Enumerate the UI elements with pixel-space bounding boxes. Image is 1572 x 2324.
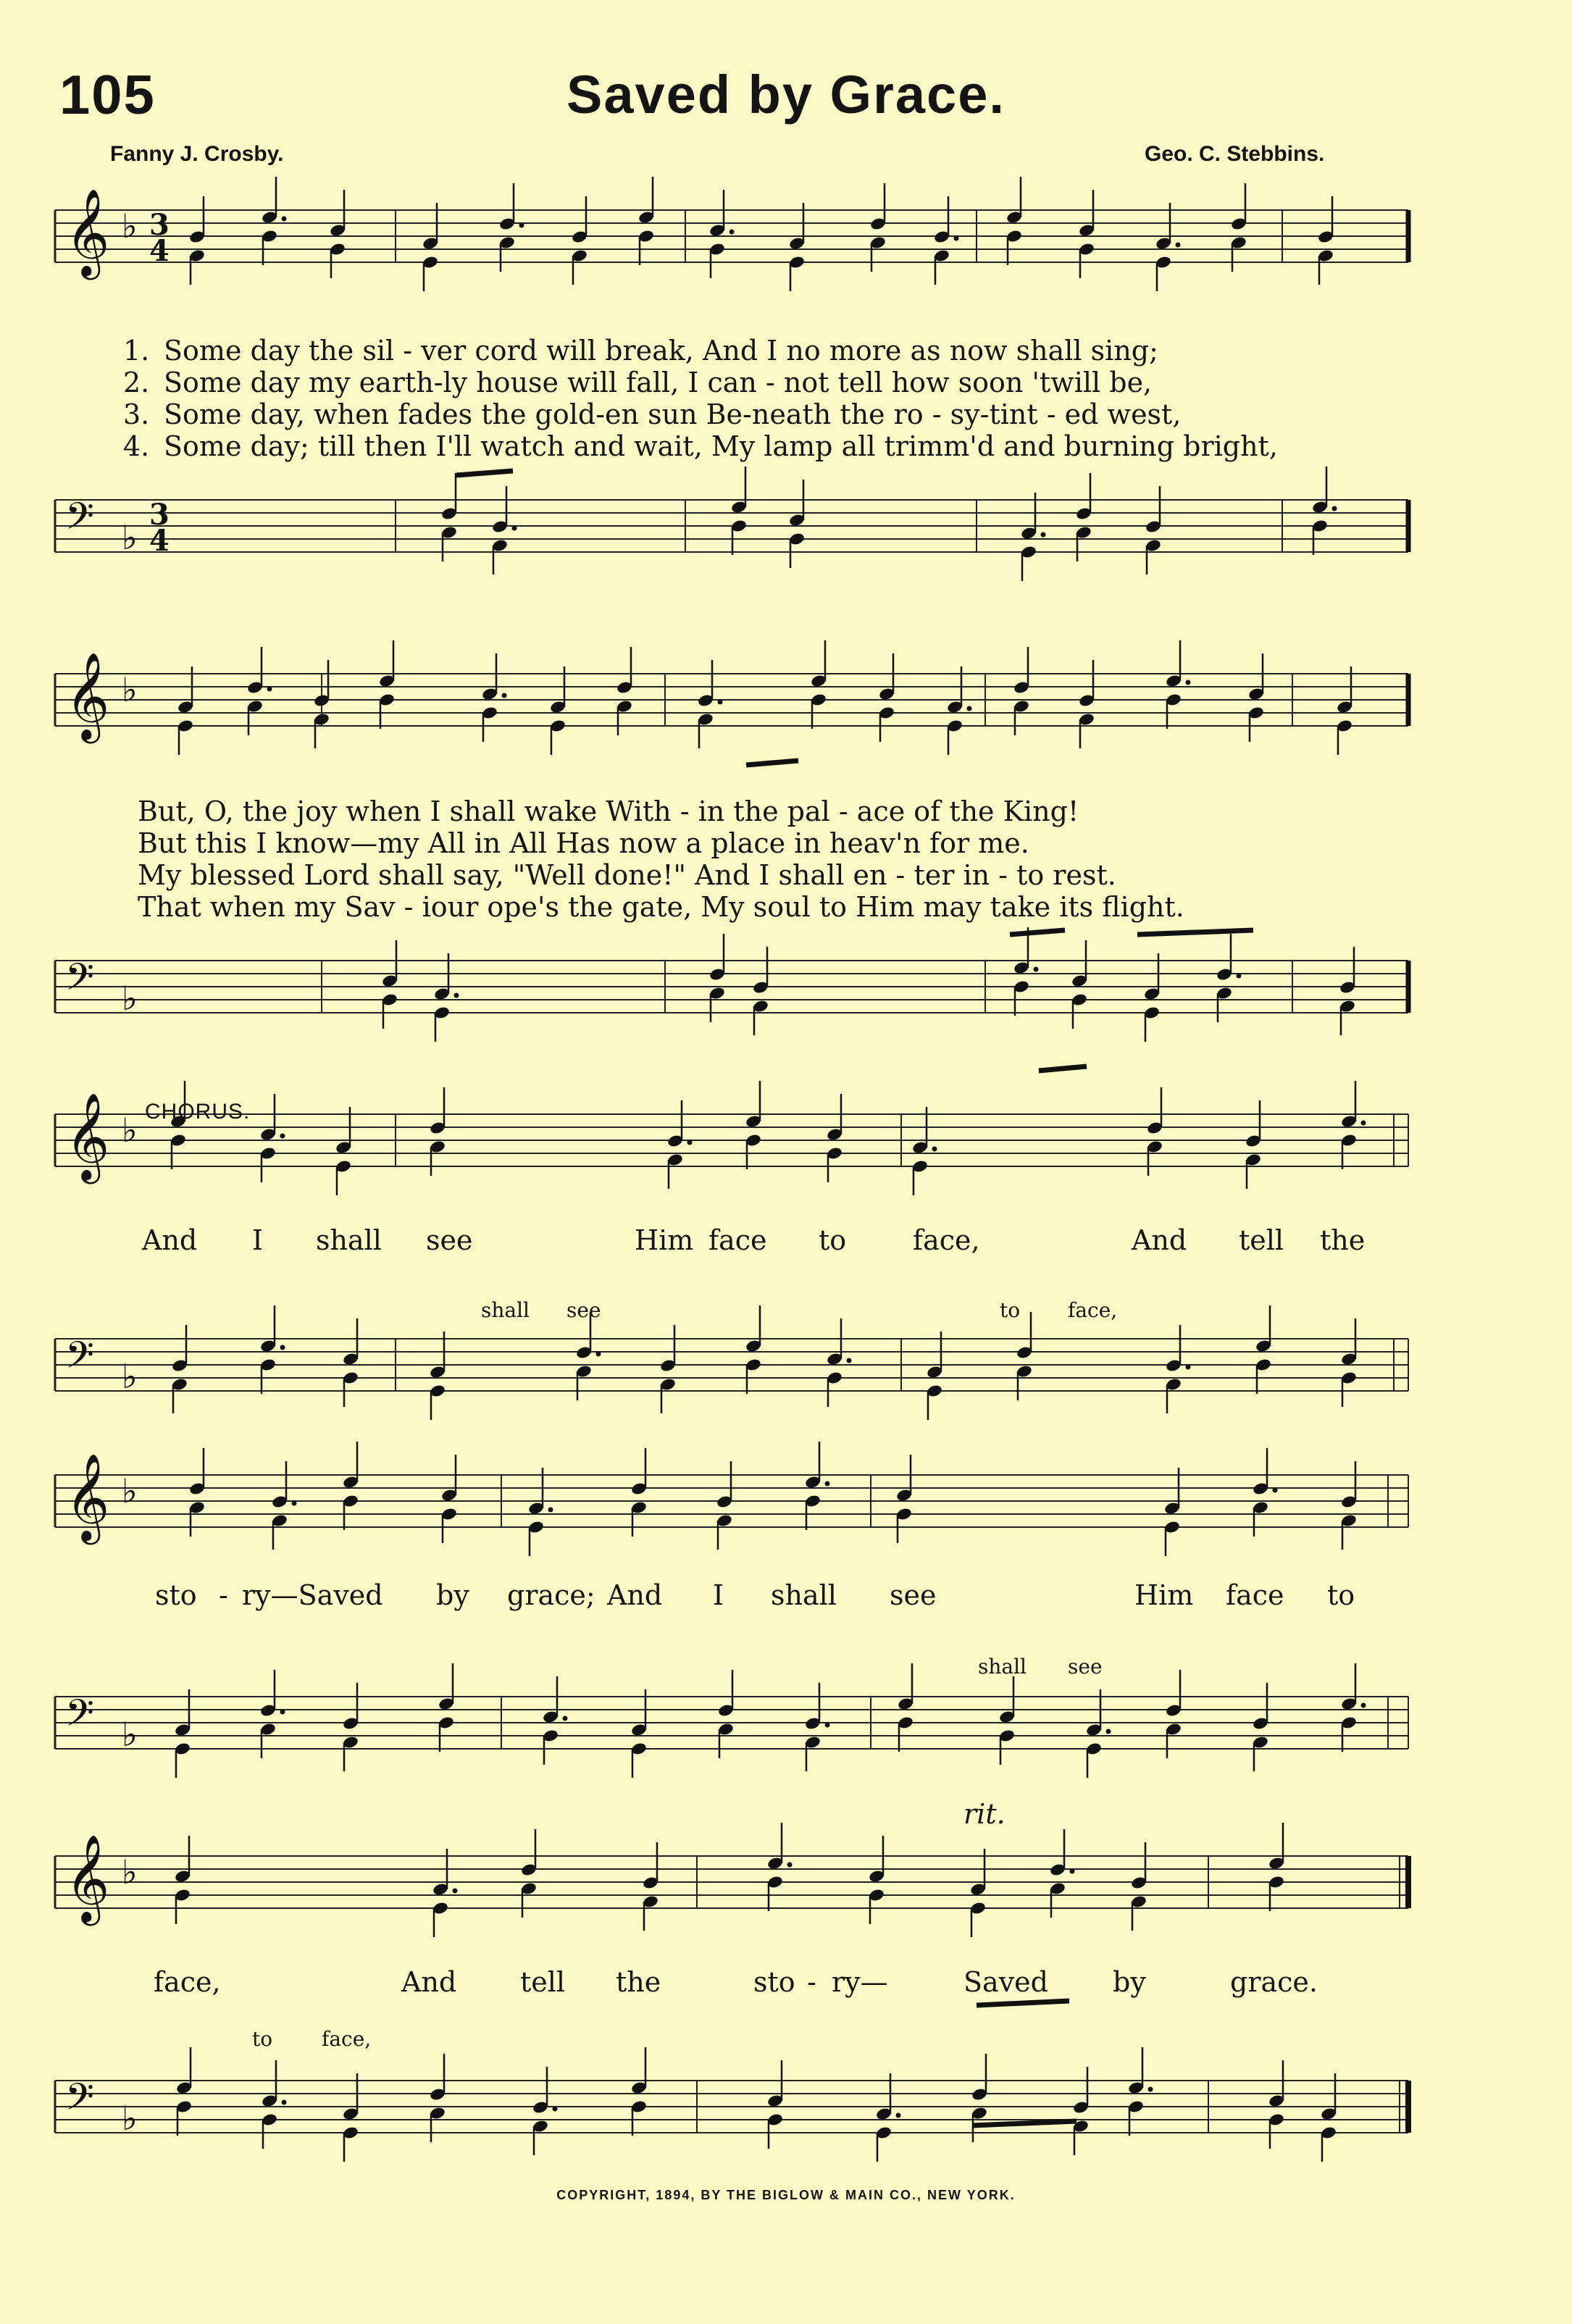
time-signature-lower: 4 xyxy=(149,524,170,558)
verse-1-line-2: But, O, the joy when I shall wake With - in the pal - ace of the King! xyxy=(138,795,1079,827)
treble-clef-icon: 𝄞 xyxy=(65,651,110,740)
flat-icon: ♭ xyxy=(122,1111,138,1150)
chorus-word: Saved xyxy=(963,1966,1048,1998)
flat-icon: ♭ xyxy=(122,1471,138,1510)
dot xyxy=(1041,532,1046,538)
dot xyxy=(280,1345,285,1350)
chorus-word: - xyxy=(807,1966,816,1998)
verse-text: Some day, when fades the gold-en sun Be-neath the ro - sy-tint - ed west, xyxy=(164,398,1182,430)
dot xyxy=(825,1481,830,1487)
beam xyxy=(1010,930,1065,935)
chorus-word: ry—Saved xyxy=(242,1579,383,1611)
dot xyxy=(718,700,723,705)
bass-cue: see xyxy=(1068,1655,1103,1679)
dot xyxy=(967,706,972,711)
time-signature-lower: 4 xyxy=(149,234,170,268)
flat-icon: ♭ xyxy=(122,670,138,709)
dot xyxy=(292,1501,297,1506)
flat-icon: ♭ xyxy=(122,2099,138,2138)
chorus-word: And xyxy=(607,1579,663,1611)
dot xyxy=(512,526,517,531)
chorus-word: the xyxy=(1320,1224,1366,1256)
chorus-word: tell xyxy=(520,1966,566,1998)
dot xyxy=(548,1508,553,1513)
chorus-word: see xyxy=(890,1579,937,1611)
dot xyxy=(825,1723,830,1728)
verse-number: 3. xyxy=(123,398,150,430)
dot xyxy=(563,1716,568,1721)
chorus-word: see xyxy=(426,1224,473,1256)
dot xyxy=(1070,1869,1075,1874)
dot xyxy=(687,1140,693,1145)
dot xyxy=(729,230,735,235)
chorus-word: I xyxy=(252,1224,264,1256)
bass-clef-icon: 𝄢 xyxy=(65,2075,94,2128)
dot xyxy=(954,236,959,241)
ritardando-mark: rit. xyxy=(963,1798,1006,1830)
chorus-word: Him xyxy=(1134,1579,1194,1611)
verse-4-line-2: That when my Sav - iour ope's the gate, My soul to Him may take its flight. xyxy=(138,891,1184,923)
dot xyxy=(280,1710,285,1715)
dot xyxy=(553,2107,558,2112)
dot xyxy=(1186,680,1191,685)
beam xyxy=(1137,930,1253,935)
dot xyxy=(1237,974,1242,979)
verse-text: Some day the sil - ver cord will break, And I no more as now shall sing; xyxy=(164,335,1158,367)
chorus-word: by xyxy=(1113,1966,1146,1998)
dot xyxy=(1361,1703,1366,1708)
flat-icon: ♭ xyxy=(122,979,138,1018)
dot xyxy=(896,2113,901,2118)
dot xyxy=(1148,2087,1153,2092)
bass-cue: to xyxy=(252,2027,273,2051)
dot xyxy=(453,1889,458,1894)
dot xyxy=(502,693,507,698)
verse-1-line-1 xyxy=(123,335,1384,367)
dot xyxy=(1332,506,1337,511)
chorus-label: CHORUS. xyxy=(145,1100,251,1124)
verse-3-line-2: My blessed Lord shall say, "Well done!" And I shall en - ter in - to rest. xyxy=(138,859,1116,891)
bass-cue: face, xyxy=(322,2027,372,2051)
copyright-notice: COPYRIGHT, 1894, BY THE BIGLOW & MAIN CO., NEW YORK. xyxy=(556,2188,1016,2202)
dot xyxy=(787,1863,793,1868)
treble-clef-icon: 𝄞 xyxy=(65,1452,110,1541)
dot xyxy=(1361,1121,1366,1126)
dot xyxy=(1034,967,1039,972)
verse-text: Some day my earth-ly house will fall, I can - not tell how soon 'twill be, xyxy=(164,367,1153,398)
hymn-number: 105 xyxy=(59,64,156,126)
chorus-word: face, xyxy=(913,1224,980,1256)
bass-clef-icon: 𝄢 xyxy=(65,1333,94,1386)
verse-3-line-1 xyxy=(123,398,1384,430)
dot xyxy=(596,1352,601,1357)
chorus-word: And xyxy=(1132,1224,1187,1256)
time-signature-upper: 3 xyxy=(149,208,170,242)
beam xyxy=(977,2001,1069,2005)
beam xyxy=(972,2121,1076,2126)
flat-icon: ♭ xyxy=(122,1852,138,1892)
dot xyxy=(519,223,524,228)
verse-2-line-2: But this I know—my All in All Has now a place in heav'n for me. xyxy=(138,827,1029,859)
chorus-word: And xyxy=(142,1224,198,1256)
treble-clef-icon: 𝄞 xyxy=(65,1092,110,1180)
flat-icon: ♭ xyxy=(122,518,138,557)
dot xyxy=(454,993,459,998)
chorus-word: ry— xyxy=(832,1966,888,1998)
dot xyxy=(282,2100,287,2105)
chorus-word: And xyxy=(401,1966,457,1998)
time-signature-upper: 3 xyxy=(149,498,170,532)
dot xyxy=(267,687,272,692)
flat-icon: ♭ xyxy=(122,1357,138,1396)
hymn-title: Saved by Grace. xyxy=(566,64,1006,125)
bass-clef-icon: 𝄢 xyxy=(65,955,94,1008)
verse-number: 1. xyxy=(123,335,150,367)
treble-clef-icon: 𝄞 xyxy=(65,1834,110,1922)
chorus-word: the xyxy=(616,1966,661,1998)
chorus-word: face xyxy=(1226,1579,1284,1611)
chorus-word: by xyxy=(436,1579,469,1611)
dot xyxy=(282,217,287,222)
treble-clef-icon: 𝄞 xyxy=(65,188,110,276)
bass-cue: shall xyxy=(481,1298,530,1322)
bass-clef-icon: 𝄢 xyxy=(65,494,94,547)
chorus-word: to xyxy=(819,1224,847,1256)
beam xyxy=(1039,1066,1087,1071)
bass-clef-icon: 𝄢 xyxy=(65,1691,94,1744)
chorus-word: grace. xyxy=(1230,1966,1318,1998)
bass-cue: to xyxy=(1000,1298,1021,1322)
verse-text: Some day; till then I'll watch and wait, My lamp all trimm'd and burning bright, xyxy=(164,430,1278,462)
dot xyxy=(1106,1729,1111,1734)
beam xyxy=(456,471,513,475)
dot xyxy=(280,1134,285,1139)
dot xyxy=(1273,1488,1278,1493)
dot xyxy=(932,1147,937,1152)
verse-number: 4. xyxy=(123,430,150,462)
dot xyxy=(1186,1365,1191,1370)
chorus-word: shall xyxy=(316,1224,382,1256)
verse-2-line-1 xyxy=(123,367,1384,398)
chorus-word: tell xyxy=(1239,1224,1284,1256)
lyricist-credit: Fanny J. Crosby. xyxy=(110,142,284,166)
chorus-word: face, xyxy=(154,1966,221,1998)
dot xyxy=(1176,243,1181,248)
chorus-word: to xyxy=(1327,1579,1355,1611)
verse-number: 2. xyxy=(123,367,150,398)
chorus-word: - xyxy=(219,1579,228,1611)
verse-4-line-1 xyxy=(123,430,1384,462)
chorus-word: sto xyxy=(753,1966,795,1998)
chorus-word: shall xyxy=(771,1579,837,1611)
chorus-word: Him xyxy=(635,1224,694,1256)
beam xyxy=(746,761,798,765)
composer-credit: Geo. C. Stebbins. xyxy=(1145,142,1325,166)
chorus-word: face xyxy=(708,1224,767,1256)
chorus-word: grace; xyxy=(507,1579,595,1611)
dot xyxy=(847,1358,852,1363)
flat-icon: ♭ xyxy=(122,206,138,246)
bass-cue: face, xyxy=(1068,1298,1118,1322)
chorus-word: I xyxy=(713,1579,724,1611)
bass-cue: see xyxy=(566,1298,601,1322)
bass-cue: shall xyxy=(978,1655,1027,1679)
flat-icon: ♭ xyxy=(122,1715,138,1754)
chorus-word: sto xyxy=(155,1579,197,1611)
